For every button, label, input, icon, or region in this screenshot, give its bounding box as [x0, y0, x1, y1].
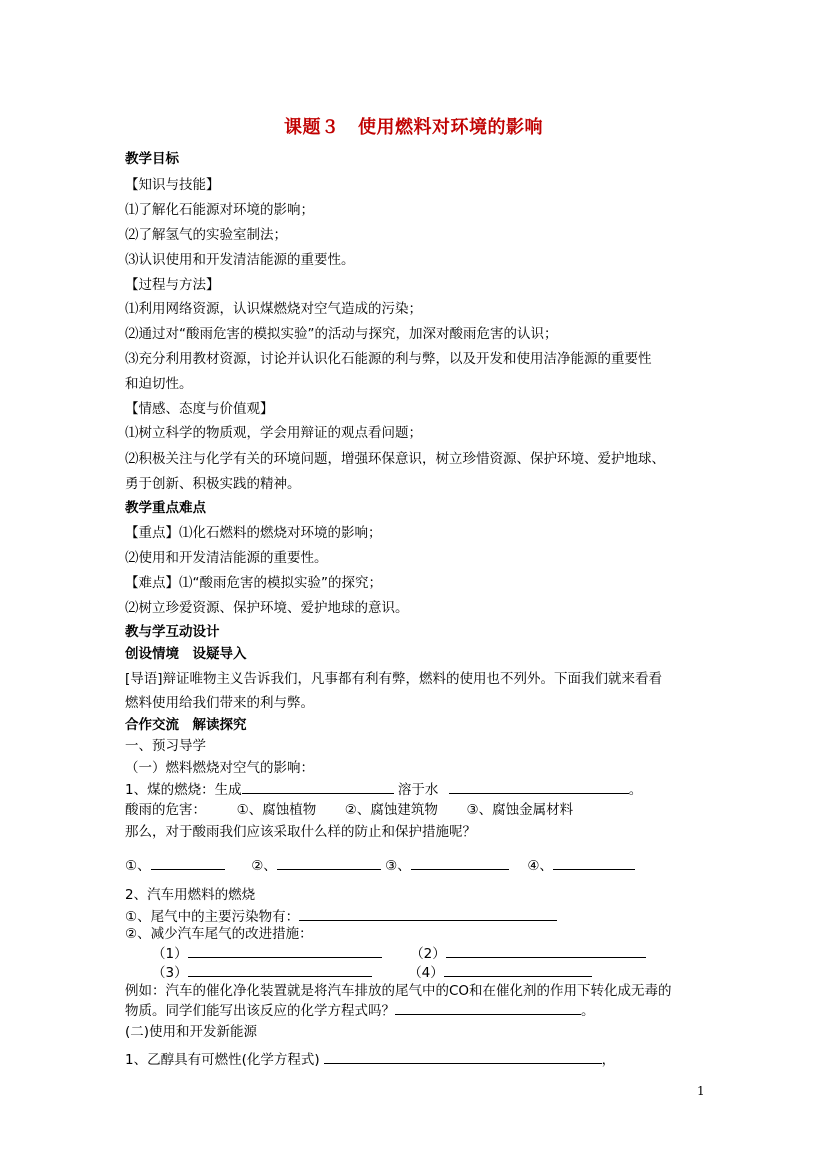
text-line: 【重点】⑴化石燃料的燃烧对环境的影响；: [125, 525, 382, 541]
section-label: 【过程与方法】: [125, 277, 220, 293]
answer-blank[interactable]: [444, 963, 592, 977]
text-fragment: ，: [601, 1052, 616, 1068]
text-fragment: 酸雨的危害：: [125, 802, 206, 818]
text-fragment: 1、煤的燃烧：生成: [125, 782, 242, 798]
heading-objectives: 教学目标: [125, 151, 179, 167]
text-fragment: 。: [581, 1003, 595, 1019]
text-line: ⑵树立珍爱资源、保护环境、爱护地球的意识。: [125, 600, 409, 616]
text-line: ⑴树立科学的物质观，学会用辩证的观点看问题；: [125, 425, 422, 441]
text-line: 【难点】⑴“酸雨危害的模拟实验”的探究；: [125, 575, 382, 591]
text-line: [152, 963, 592, 982]
text-fragment: 。: [628, 782, 643, 798]
answer-blank[interactable]: [411, 856, 509, 870]
text-line: [125, 1050, 615, 1069]
answer-blank[interactable]: [242, 780, 394, 794]
text-fragment: 1、乙醇具有可燃性(化学方程式): [125, 1052, 320, 1068]
answer-blank[interactable]: [151, 856, 225, 870]
text-fragment: 物质。同学们能写出该反应的化学方程式吗？: [125, 1003, 395, 1019]
answer-blank[interactable]: [299, 907, 557, 921]
text-line: 燃料使用给我们带来的利与弊。: [125, 695, 314, 711]
heading-scenario: 创设情境 设疑导入: [125, 646, 247, 662]
answer-blank[interactable]: [446, 944, 646, 958]
text-line: 2、汽车用燃料的燃烧: [125, 887, 256, 903]
text-fragment: （2）: [410, 946, 446, 962]
answer-blank[interactable]: [188, 963, 372, 977]
text-fragment: ②、: [251, 858, 277, 874]
text-fragment: （1）: [152, 946, 188, 962]
text-line: 一、预习导学: [125, 738, 206, 754]
text-line: [125, 1001, 595, 1020]
text-line: ⑵使用和开发清洁能源的重要性。: [125, 550, 328, 566]
heading-key-points: 教学重点难点: [125, 500, 206, 516]
text-fragment: （4）: [408, 965, 444, 981]
text-fragment: ①、尾气中的主要污染物有：: [125, 909, 300, 925]
heading-cooperation: 合作交流 解读探究: [125, 717, 247, 733]
text-line: ⑵了解氢气的实验室制法；: [125, 227, 287, 243]
page-number: 1: [697, 1084, 705, 1098]
text-line: ⑴利用网络资源，认识煤燃烧对空气造成的污染；: [125, 301, 422, 317]
text-fragment: ③、腐蚀金属材料: [466, 802, 574, 818]
text-line: ②、减少汽车尾气的改进措施：: [125, 926, 313, 942]
text-line: 勇于创新、积极实践的精神。: [125, 476, 301, 492]
text-line: [125, 780, 642, 799]
section-label: 【知识与技能】: [125, 177, 220, 193]
text-line: [125, 801, 573, 819]
text-line: ⑴了解化石能源对环境的影响；: [125, 202, 314, 218]
text-fragment: （3）: [152, 965, 188, 981]
answer-blank[interactable]: [395, 1001, 581, 1015]
section-label: 【情感、态度与价值观】: [125, 401, 274, 417]
text-line: (二)使用和开发新能源: [125, 1024, 258, 1040]
text-line: 那么，对于酸雨我们应该采取什么样的防止和保护措施呢？: [125, 824, 476, 840]
text-line: ⑶认识使用和开发清洁能源的重要性。: [125, 252, 355, 268]
text-fragment: ①、: [125, 858, 151, 874]
text-line: （一）燃料燃烧对空气的影响：: [125, 760, 314, 776]
text-fragment: 溶于水: [397, 782, 439, 798]
text-fragment: ③、: [385, 858, 411, 874]
text-line: [导语]辩证唯物主义告诉我们，凡事都有利有弊，燃料的使用也不列外。下面我们就来看看: [125, 671, 663, 687]
heading-interaction: 教与学互动设计: [125, 624, 220, 640]
text-line: ⑵通过对“酸雨危害的模拟实验”的活动与探究，加深对酸雨危害的认识；: [125, 326, 558, 342]
answer-blank[interactable]: [449, 780, 629, 794]
text-fragment: ④、: [527, 858, 553, 874]
answer-blank[interactable]: [553, 856, 635, 870]
text-line: ⑵积极关注与化学有关的环境问题，增强环保意识，树立珍惜资源、保护环境、爱护地球、: [125, 451, 665, 467]
text-fragment: ①、腐蚀植物: [236, 802, 317, 818]
text-line: ⑶充分利用教材资源，讨论并认识化石能源的利与弊，以及开发和使用洁净能源的重要性: [125, 351, 652, 367]
text-fragment: ②、腐蚀建筑物: [344, 802, 438, 818]
text-line: [152, 944, 646, 963]
text-line: 和迫切性。: [125, 376, 193, 392]
text-line: [125, 856, 635, 875]
answer-blank[interactable]: [188, 944, 382, 958]
text-line: 例如：汽车的催化净化装置就是将汽车排放的尾气中的CO和在催化剂的作用下转化成无毒的: [125, 983, 672, 999]
page-title: 课题３ 使用燃料对环境的影响: [284, 117, 543, 138]
text-line: [125, 907, 557, 926]
answer-blank[interactable]: [277, 856, 381, 870]
answer-blank[interactable]: [324, 1050, 602, 1064]
